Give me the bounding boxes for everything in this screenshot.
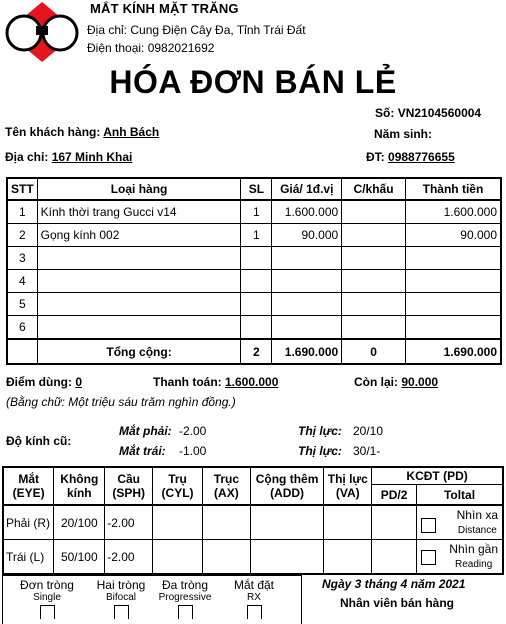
- row-item: Gọng kính 002: [37, 224, 241, 247]
- lens-bifocal-checkbox[interactable]: [114, 605, 129, 619]
- row-item: [37, 270, 241, 293]
- h-cyl: Trụ (CYL): [153, 467, 203, 505]
- right-eye-value: -2.00: [179, 424, 207, 438]
- total-qty: 2: [241, 339, 272, 364]
- reading-cell: [417, 540, 504, 575]
- row-item: [37, 293, 241, 316]
- row-qty: [241, 316, 272, 340]
- row-discount: [342, 200, 406, 224]
- row-amount: 1.600.000: [405, 200, 501, 224]
- lens-type-progressive: [150, 578, 220, 619]
- row-price: 90.000: [272, 224, 342, 247]
- row-stt: 5: [7, 293, 37, 316]
- total-discount: 0: [342, 339, 406, 364]
- row-discount: [342, 270, 406, 293]
- right-cyl: [153, 505, 203, 540]
- table-row: [7, 224, 501, 247]
- remain-value: 90.000: [401, 375, 439, 389]
- right-pd2: [372, 505, 417, 540]
- lens-bifocal-sub: Bifocal: [105, 592, 136, 603]
- reading-label: Nhìn gần: [449, 542, 498, 556]
- h-total: Toltal: [417, 485, 504, 505]
- total-label: Tổng cộng:: [37, 339, 241, 364]
- row-discount: [342, 224, 406, 247]
- lens-rx-checkbox[interactable]: [247, 605, 262, 619]
- customer-name-row: [5, 125, 159, 139]
- table-row: [7, 270, 501, 293]
- items-header-row: [7, 178, 501, 200]
- lens-progressive-checkbox[interactable]: [178, 605, 193, 619]
- h-kcdt: KCĐT (PD): [372, 467, 503, 485]
- row-amount: [405, 247, 501, 270]
- birth-year-label: Năm sinh:: [374, 127, 433, 141]
- total-stt-cell: [7, 339, 37, 364]
- shop-name: MẮT KÍNH MẶT TRĂNG: [90, 1, 239, 16]
- col-item: Loại hàng: [37, 178, 241, 200]
- row-price: [272, 247, 342, 270]
- row-price: [272, 270, 342, 293]
- right-eye-label: Mắt phải:: [119, 424, 172, 438]
- points-label: Điểm dùng:: [6, 375, 72, 389]
- row-qty: [241, 270, 272, 293]
- row-qty: [241, 293, 272, 316]
- right-non-glass-va: 20/100: [54, 505, 105, 540]
- total-price: 1.690.000: [272, 339, 342, 364]
- customer-address-label: Địa chỉ:: [5, 150, 49, 164]
- points-value: 0: [75, 375, 83, 389]
- distance-checkbox[interactable]: [421, 518, 436, 533]
- va-left-label: Thị lực:: [298, 444, 342, 458]
- row-qty: [241, 247, 272, 270]
- h-sph: Cầu (SPH): [105, 467, 153, 505]
- lens-type-rx: [219, 578, 289, 619]
- customer-phone-label: ĐT:: [366, 150, 385, 164]
- col-stt: STT: [7, 178, 37, 200]
- h-ax: Trục (AX): [202, 467, 250, 505]
- amount-in-words: (Bằng chữ: Một triệu sáu trăm nghìn đồng.): [6, 395, 236, 409]
- left-ax: [202, 540, 250, 575]
- remain-row: [354, 375, 438, 389]
- row-stt: 2: [7, 224, 37, 247]
- left-add: [250, 540, 324, 575]
- distance-sub: Distance: [457, 525, 497, 536]
- row-amount: [405, 293, 501, 316]
- row-item: [37, 247, 241, 270]
- customer-address-row: [5, 150, 132, 164]
- customer-name: Anh Bách: [103, 125, 160, 139]
- va-left-value: 30/1-: [353, 444, 381, 458]
- customer-name-label: Tên khách hàng:: [5, 125, 101, 139]
- customer-phone: 0988776655: [388, 150, 455, 164]
- shop-logo: [0, 0, 84, 62]
- row-discount: [342, 247, 406, 270]
- lens-bifocal-label: Hai tròng: [96, 578, 146, 592]
- right-va: [324, 505, 372, 540]
- lens-single-label: Đơn tròng: [20, 578, 74, 592]
- eye-table: [2, 466, 504, 575]
- shop-phone: Điện thoại: 0982021692: [87, 41, 215, 55]
- points-row: [6, 375, 82, 389]
- old-prescription-label: Độ kính cũ:: [6, 434, 72, 448]
- lens-progressive-sub: Progressive: [158, 592, 212, 603]
- logo-bridge: [36, 26, 48, 35]
- eye-header-row: [3, 467, 503, 485]
- left-eye-label: Mắt trái:: [119, 444, 166, 458]
- right-sph: -2.00: [105, 505, 153, 540]
- customer-phone-row: [366, 150, 455, 164]
- remain-label: Còn lại:: [354, 375, 398, 389]
- col-qty: SL: [241, 178, 272, 200]
- row-discount: [342, 293, 406, 316]
- va-right-label: Thị lực:: [298, 424, 342, 438]
- row-stt: 6: [7, 316, 37, 340]
- lens-single-checkbox[interactable]: [40, 605, 55, 619]
- col-price: Giá/ 1đ.vị: [272, 178, 342, 200]
- row-stt: 1: [7, 200, 37, 224]
- row-qty: 1: [241, 200, 272, 224]
- lens-single-sub: Single: [33, 592, 61, 603]
- table-row: [7, 247, 501, 270]
- left-sph: -2.00: [105, 540, 153, 575]
- invoice-number-value: VN2104560004: [397, 106, 482, 120]
- right-add: [250, 505, 324, 540]
- total-amount: 1.690.000: [405, 339, 501, 364]
- logo-left-lens: [7, 16, 41, 50]
- row-qty: 1: [241, 224, 272, 247]
- invoice-date: Ngày 3 tháng 4 năm 2021: [322, 577, 466, 591]
- h-eye: Mắt (EYE): [3, 467, 54, 505]
- birth-year-row: [374, 127, 432, 141]
- h-non-glass: Không kính: [54, 467, 105, 505]
- h-add: Cộng thêm (ADD): [250, 467, 324, 505]
- row-amount: 90.000: [405, 224, 501, 247]
- invoice-title: HÓA ĐƠN BÁN LẺ: [109, 64, 397, 100]
- row-stt: 3: [7, 247, 37, 270]
- table-row: [7, 293, 501, 316]
- logo-right-lens: [43, 16, 77, 50]
- invoice-number: [375, 106, 481, 120]
- paid-label: Thanh toán:: [153, 375, 222, 389]
- paid-value: 1.600.000: [225, 375, 279, 389]
- right-eye-label: Phải (R): [3, 505, 54, 540]
- reading-checkbox[interactable]: [421, 550, 436, 565]
- shop-address: Địa chỉ: Cung Điện Cây Đa, Tỉnh Trái Đất: [87, 23, 306, 37]
- left-eye-value: -1.00: [179, 444, 207, 458]
- staff-label: Nhân viên bán hàng: [340, 596, 455, 610]
- row-amount: [405, 316, 501, 340]
- table-row: [7, 316, 501, 340]
- row-price: 1.600.000: [272, 200, 342, 224]
- left-cyl: [153, 540, 203, 575]
- row-discount: [342, 316, 406, 340]
- lens-type-single: [12, 578, 82, 619]
- row-amount: [405, 270, 501, 293]
- total-row: [7, 339, 501, 364]
- table-row: [7, 200, 501, 224]
- lens-rx-sub: RX: [247, 592, 261, 603]
- reading-sub: Reading: [455, 559, 493, 570]
- items-table: [6, 177, 502, 365]
- row-stt: 4: [7, 270, 37, 293]
- h-va: Thị lực (VA): [324, 467, 372, 505]
- col-amount: Thành tiền: [405, 178, 501, 200]
- left-non-glass-va: 50/100: [54, 540, 105, 575]
- row-item: [37, 316, 241, 340]
- va-right-value: 20/10: [353, 424, 384, 438]
- eye-row-right: [3, 505, 503, 540]
- customer-address: 167 Minh Khai: [51, 150, 133, 164]
- lens-progressive-label: Đa tròng: [161, 578, 209, 592]
- row-price: [272, 293, 342, 316]
- distance-label: Nhìn xa: [456, 508, 498, 522]
- distance-cell: [417, 505, 504, 540]
- invoice-number-label: Số:: [375, 106, 395, 120]
- row-item: Kính thời trang Gucci v14: [37, 200, 241, 224]
- right-ax: [202, 505, 250, 540]
- eye-row-left: [3, 540, 503, 575]
- left-va: [324, 540, 372, 575]
- row-price: [272, 316, 342, 340]
- lens-rx-label: Mắt đặt: [233, 578, 275, 592]
- left-eye-label: Trái (L): [3, 540, 54, 575]
- col-discount: C/khấu: [342, 178, 406, 200]
- paid-row: [153, 375, 278, 389]
- h-pd2: PD/2: [372, 485, 417, 505]
- left-pd2: [372, 540, 417, 575]
- lens-type-bifocal: [86, 578, 156, 619]
